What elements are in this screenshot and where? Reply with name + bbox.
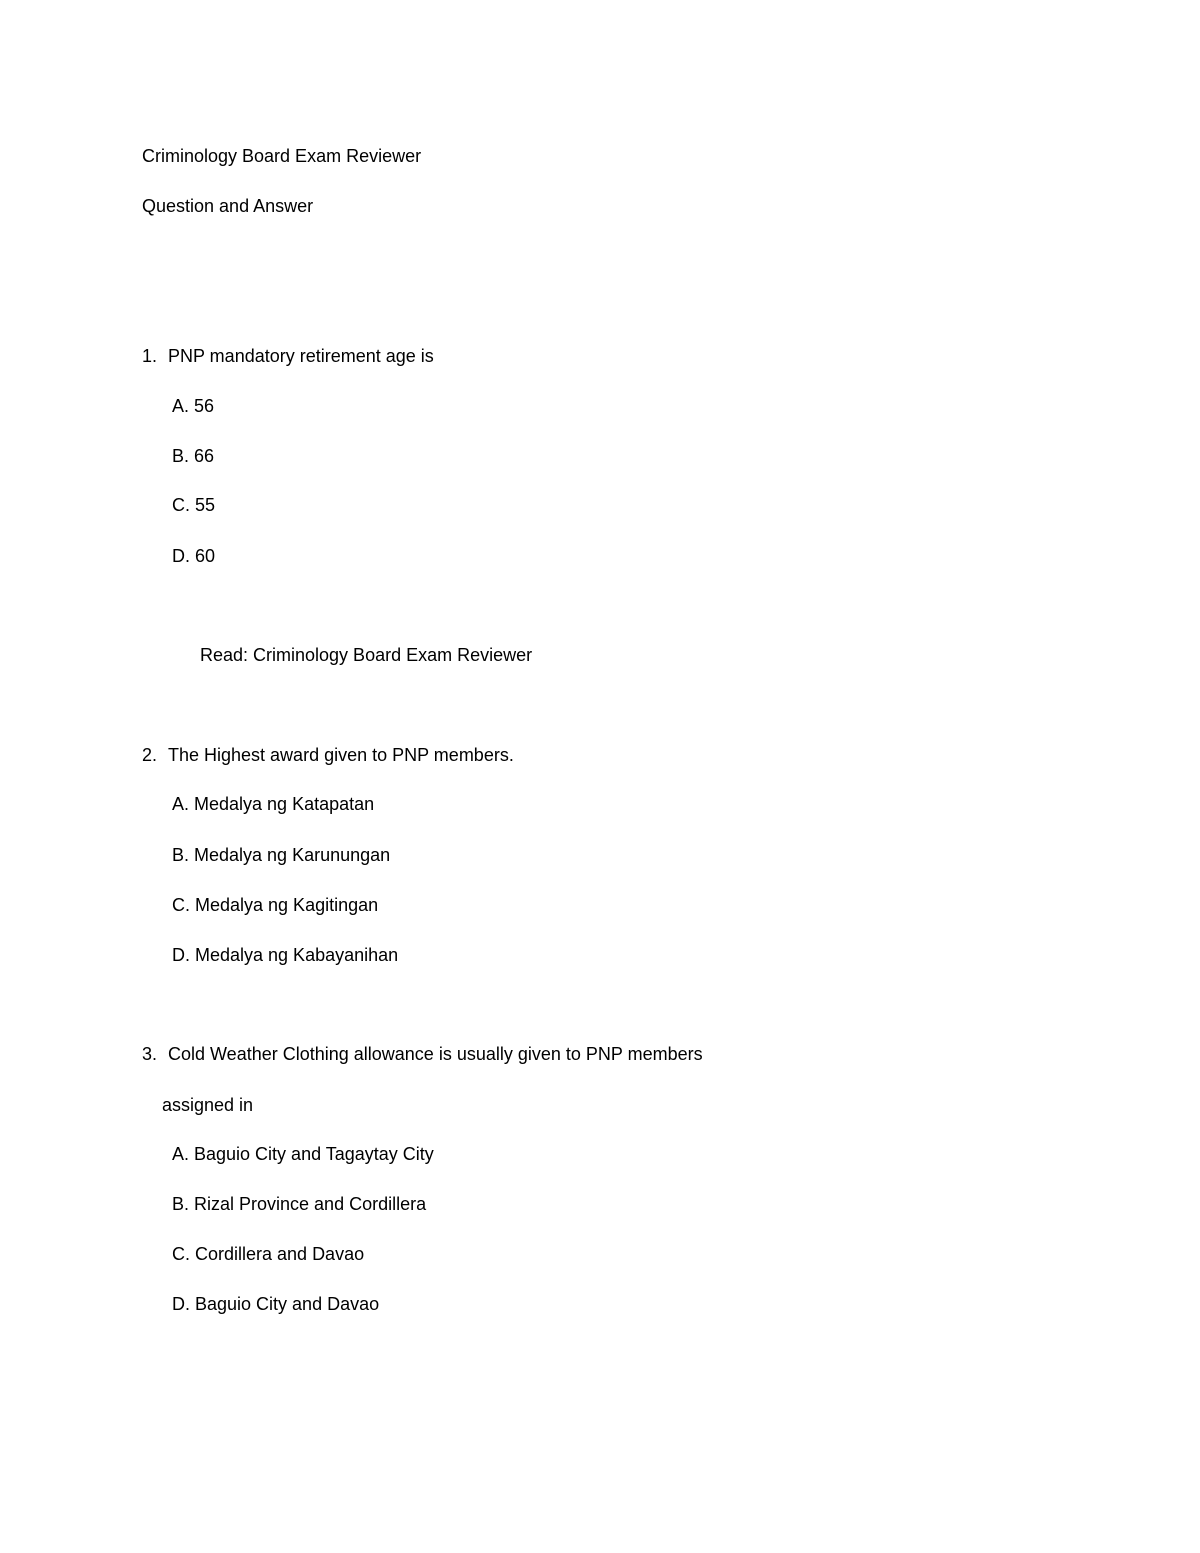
question-3-continuation: assigned in	[162, 1095, 254, 1115]
option-3d: D. Baguio City and Davao	[172, 1294, 380, 1314]
document-subtitle: Question and Answer	[142, 196, 314, 216]
option-1a: A. 56	[172, 396, 215, 416]
option-3a: A. Baguio City and Tagaytay City	[172, 1144, 434, 1164]
option-2b: B. Medalya ng Karunungan	[172, 845, 391, 865]
option-1b: B. 66	[172, 446, 215, 466]
option-1d: D. 60	[172, 546, 216, 566]
question-text: Cold Weather Clothing allowance is usually given to PNP members	[168, 1044, 703, 1064]
option-2d: D. Medalya ng Kabayanihan	[172, 945, 399, 965]
option-3c: C. Cordillera and Davao	[172, 1244, 365, 1264]
question-number: 2.	[142, 745, 158, 765]
read-link[interactable]: Read: Criminology Board Exam Reviewer	[200, 645, 533, 665]
question-2	[142, 743, 514, 767]
question-number: 3.	[142, 1044, 158, 1064]
question-1	[142, 344, 434, 368]
option-2a: A. Medalya ng Katapatan	[172, 794, 375, 814]
document-title: Criminology Board Exam Reviewer	[142, 146, 422, 166]
question-text: PNP mandatory retirement age is	[168, 346, 434, 366]
question-text: The Highest award given to PNP members.	[168, 745, 514, 765]
option-2c: C. Medalya ng Kagitingan	[172, 895, 379, 915]
question-number: 1.	[142, 346, 158, 366]
option-1c: C. 55	[172, 495, 216, 515]
question-3	[142, 1042, 703, 1066]
option-3b: B. Rizal Province and Cordillera	[172, 1194, 427, 1214]
